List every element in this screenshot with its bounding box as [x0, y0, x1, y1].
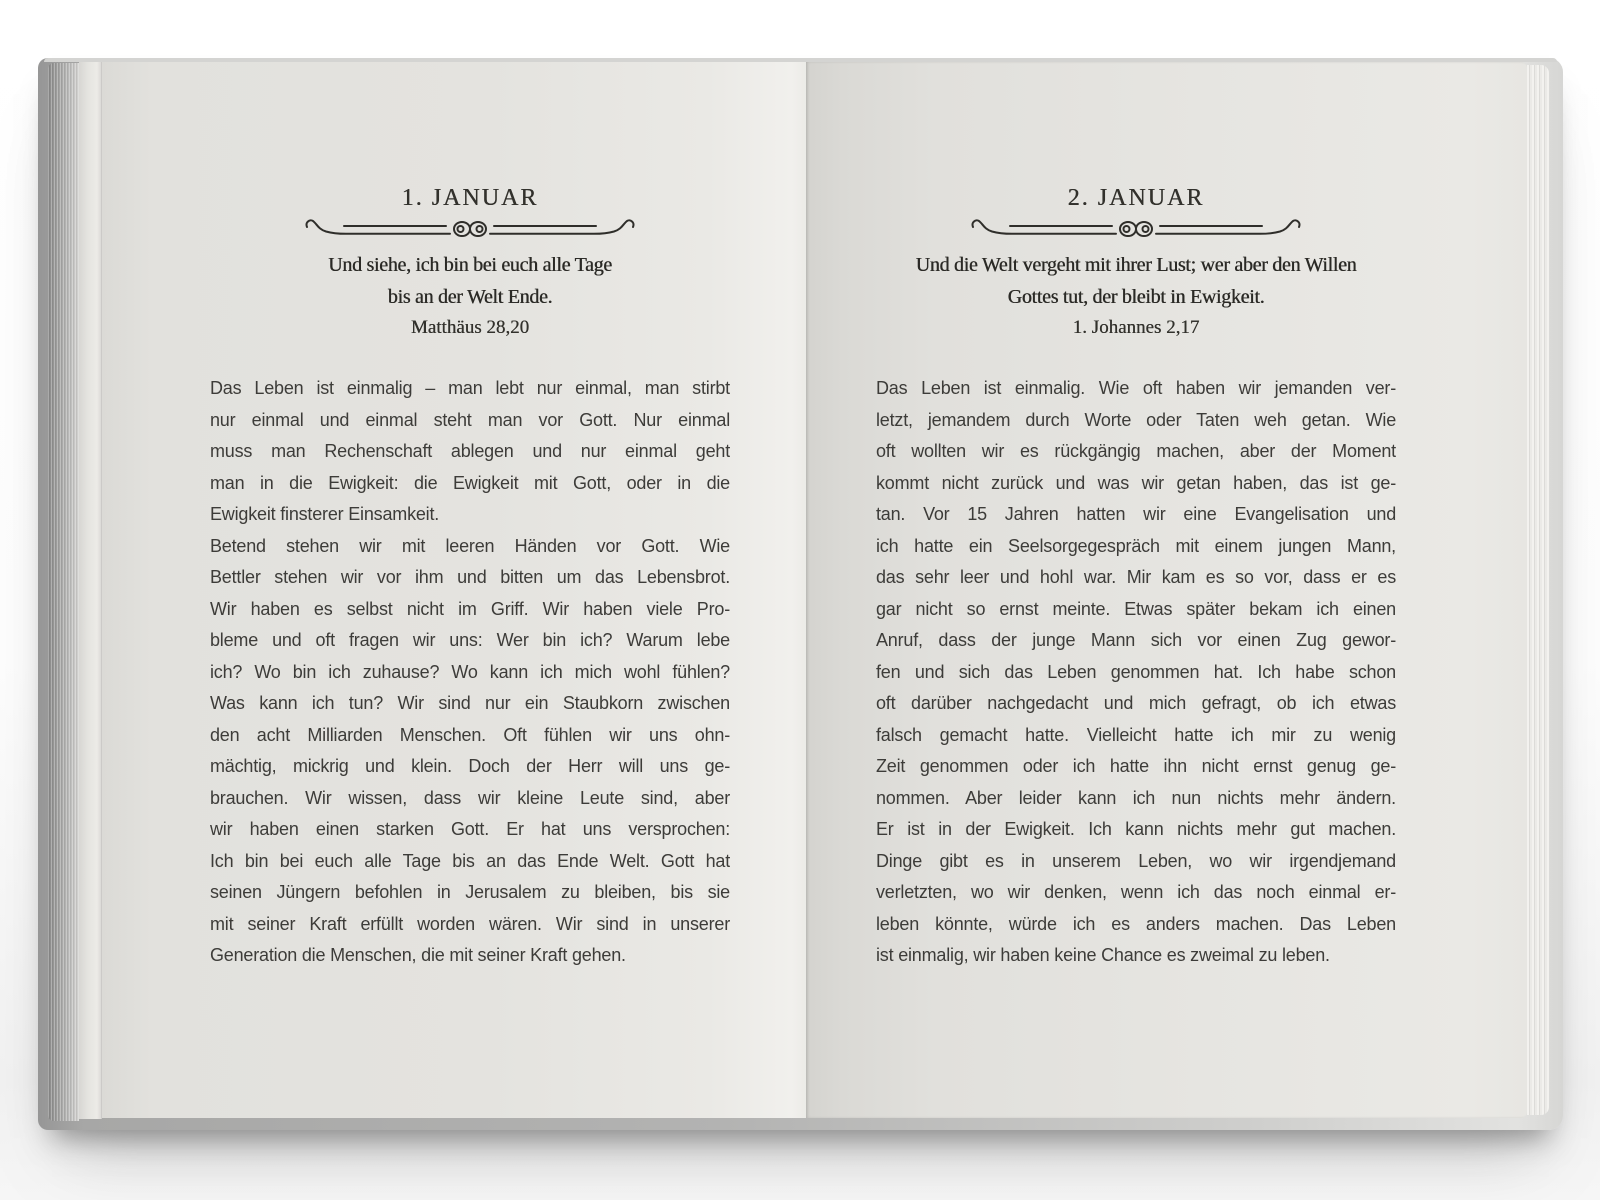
left-page-content: [210, 183, 730, 972]
text-line: muss man Rechenschaft ablegen und nur einmal geht: [210, 441, 730, 461]
text-line: man in die Ewigkeit: die Ewigkeit mit Gott, oder in die: [210, 472, 730, 493]
left-page-curved-edge: [79, 62, 102, 1119]
text-line: Generation die Menschen, die mit seiner Kraft gehen.: [210, 945, 626, 965]
devotional-text: [210, 373, 730, 972]
text-line: gar nicht so ernst meinte. Etwas später bekam ich einen: [876, 598, 1396, 619]
right-page-content: [876, 183, 1396, 972]
text-line: bleme und oft fragen wir uns: Wer bin ich? Warum lebe: [210, 630, 730, 650]
text-line: letzt, jemandem durch Worte oder Taten weh getan. Wie: [876, 409, 1396, 430]
text-line: nur einmal und einmal steht man vor Gott. Nur einmal: [210, 409, 730, 430]
text-line: leben könnte, würde ich es anders machen. Das Leben: [876, 913, 1396, 934]
text-line: kommt nicht zurück und was wir getan haben, das ist ge-: [876, 472, 1396, 493]
text-line: Ich bin bei euch alle Tage bis an das Ende Welt. Gott hat: [210, 850, 730, 871]
verse-text: [210, 249, 730, 313]
left-page: [102, 62, 806, 1118]
text-line: tan. Vor 15 Jahren hatten wir eine Evangelisation und: [876, 504, 1396, 524]
text-line: verletzten, wo wir denken, wenn ich das noch einmal er-: [876, 882, 1396, 902]
open-book: [38, 58, 1563, 1130]
verse-line: bis an der Welt Ende.: [387, 286, 553, 308]
page-title: 2. JANUAR: [1067, 185, 1205, 211]
text-line: Anruf, dass der junge Mann sich vor einen Zug gewor-: [876, 630, 1396, 650]
page-title: 1. JANUAR: [401, 185, 539, 211]
text-line: mit seiner Kraft erfüllt worden wären. Wir sind in unserer: [210, 913, 730, 934]
text-line: Zeit genommen oder ich hatte ihn nicht ernst genug ge-: [876, 756, 1396, 776]
text-line: fen und sich das Leben genommen hat. Ich habe schon: [876, 661, 1396, 682]
text-line: Das Leben ist einmalig – man lebt nur einmal, man stirbt: [210, 378, 730, 398]
text-line: Er ist in der Ewigkeit. Ich kann nichts mehr gut machen.: [876, 819, 1396, 839]
right-page: [806, 62, 1527, 1118]
text-line: ist einmalig, wir haben keine Chance es zweimal zu leben.: [876, 945, 1330, 965]
text-line: Was kann ich tun? Wir sind nur ein Staubkorn zwischen: [210, 693, 730, 713]
infinity-knot-divider-icon: [970, 215, 1302, 241]
infinity-knot-divider-icon: [304, 215, 636, 241]
text-line: wir haben einen starken Gott. Er hat uns versprochen:: [210, 819, 730, 839]
text-line: seinen Jüngern befohlen in Jerusalem zu bleiben, bis sie: [210, 882, 730, 902]
text-line: Ewigkeit finsterer Einsamkeit.: [210, 504, 440, 524]
text-line: brauchen. Wir wissen, dass wir kleine Leute sind, aber: [210, 787, 730, 808]
verse-line: Gottes tut, der bleibt in Ewigkeit.: [1007, 286, 1265, 308]
left-page-stack-edge: [48, 63, 79, 1121]
verse-line: Und die Welt vergeht mit ihrer Lust; wer aber den Willen: [915, 254, 1357, 276]
text-line: oft wollten wir es rückgängig machen, aber der Moment: [876, 441, 1396, 461]
text-line: oft darüber nachgedacht und mich gefragt, ob ich etwas: [876, 693, 1396, 713]
text-line: den acht Milliarden Menschen. Oft fühlen wir uns ohn-: [210, 724, 730, 745]
verse-reference: Matthäus 28,20: [410, 317, 530, 338]
text-line: Bettler stehen wir vor ihm und bitten um das Lebensbrot.: [210, 567, 730, 587]
text-line: Das Leben ist einmalig. Wie oft haben wir jemanden ver-: [876, 378, 1396, 398]
text-line: falsch gemacht hatte. Vielleicht hatte ich mir zu wenig: [876, 724, 1396, 745]
text-line: das sehr leer und hohl war. Mir kam es so vor, dass er es: [876, 567, 1396, 587]
devotional-text: [876, 373, 1396, 972]
text-line: Dinge gibt es in unserem Leben, wo wir irgendjemand: [876, 850, 1396, 871]
text-line: ich? Wo bin ich zuhause? Wo kann ich mich wohl fühlen?: [210, 661, 730, 682]
text-line: Wir haben es selbst nicht im Griff. Wir haben viele Pro-: [210, 598, 730, 619]
verse-text: [876, 249, 1396, 313]
text-line: nommen. Aber leider kann ich nun nichts mehr ändern.: [876, 787, 1396, 808]
verse-line: Und siehe, ich bin bei euch alle Tage: [328, 254, 612, 276]
text-line: Betend stehen wir mit leeren Händen vor Gott. Wie: [210, 535, 730, 556]
right-page-stack-edge: [1527, 65, 1549, 1115]
text-line: mächtig, mickrig und klein. Doch der Herr will uns ge-: [210, 756, 730, 776]
verse-reference: 1. Johannes 2,17: [1072, 317, 1200, 338]
text-line: ich hatte ein Seelsorgegespräch mit einem jungen Mann,: [876, 535, 1396, 556]
